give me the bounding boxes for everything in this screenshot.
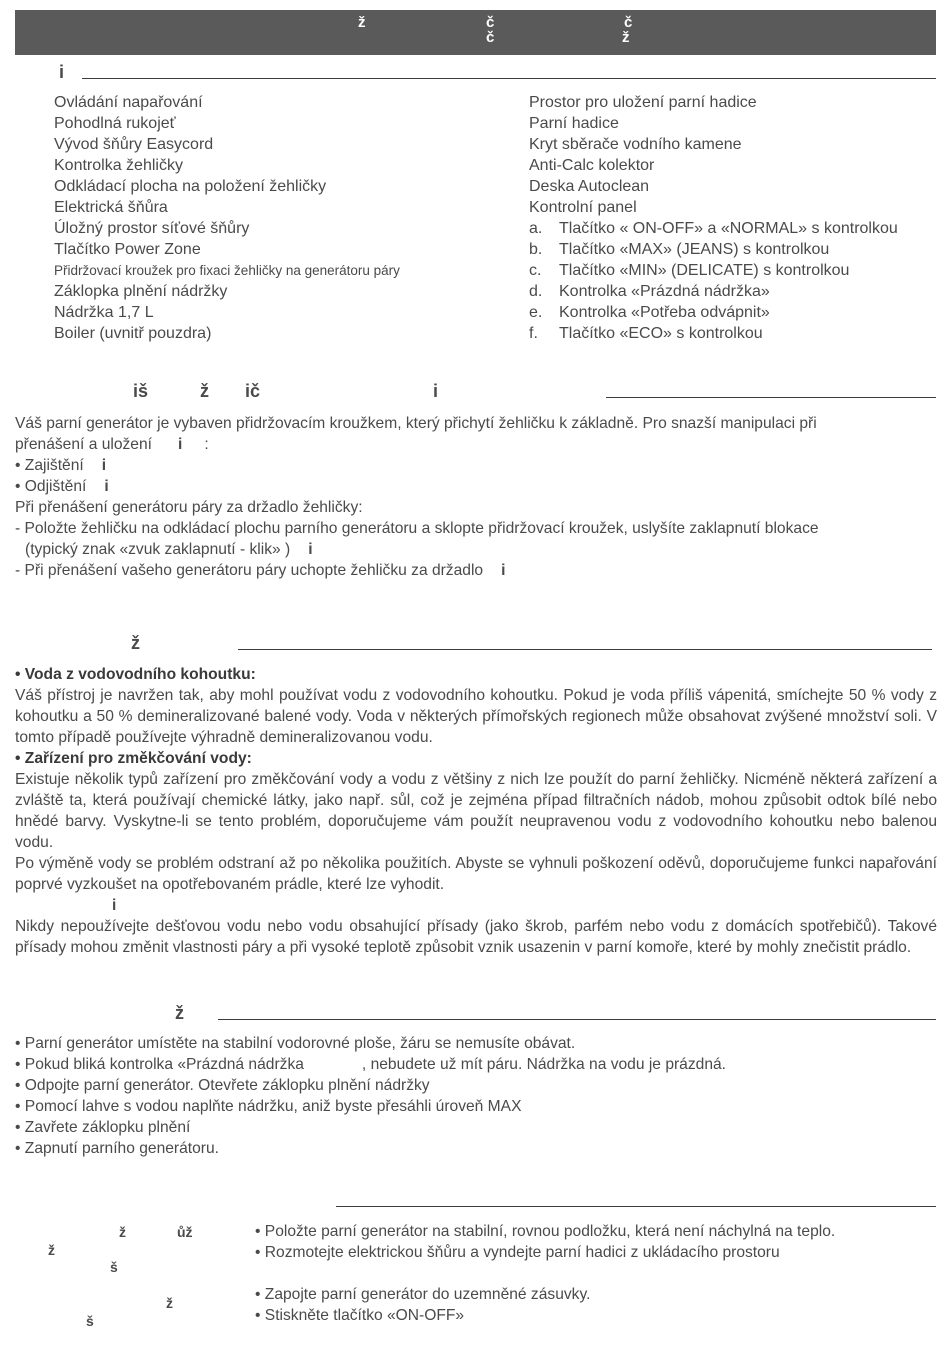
item-letter: c. xyxy=(529,262,542,279)
lock-item: • Zajištění i xyxy=(15,457,107,474)
header-fragment: č xyxy=(486,29,495,46)
label-fragment: ž xyxy=(119,1224,126,1240)
section-title-fragment: ž xyxy=(175,1003,184,1023)
section-title-fragment: ič xyxy=(245,381,261,401)
control-panel-item xyxy=(529,323,898,344)
unlock-item: • Odjištění i xyxy=(15,478,109,495)
parts-list-left xyxy=(54,92,400,344)
list-item: • Zavřete záklopku plnění xyxy=(15,1119,191,1136)
list-item: • Parní generátor umístěte na stabilní vodorovné ploše, žáru se nemusíte obávat. xyxy=(15,1035,576,1052)
carry-step-continued: (typický znak «zvuk zaklapnutí - klik» ) i xyxy=(25,541,313,558)
control-panel-item xyxy=(529,260,898,281)
item-text: Kontrolka «Prázdná nádržka» xyxy=(559,283,770,300)
list-item: • Pokud bliká kontrolka «Prázdná nádržka , nebudete už mít páru. Nádržka na vodu je prázdná. xyxy=(15,1056,726,1073)
section-rule xyxy=(238,649,932,650)
part-item: Kryt sběrače vodního kamene xyxy=(529,136,742,153)
item-letter: e. xyxy=(529,304,543,321)
item-letter: a. xyxy=(529,220,543,237)
section-rule xyxy=(218,1019,936,1020)
water-section xyxy=(15,664,937,958)
carry-step: - Položte žehličku na odkládací plochu parního generátoru a sklopte přidržovací kroužek, uslyšíte zaklapnutí blokace xyxy=(15,520,819,537)
part-item: Přidržovací kroužek pro fixaci žehličky na generátoru páry xyxy=(54,263,400,278)
part-item: Nádržka 1,7 L xyxy=(54,304,154,321)
part-item: Boiler (uvnitř pouzdra) xyxy=(54,325,212,342)
section-title-fragment: ž xyxy=(200,381,209,401)
header-fragment: č xyxy=(486,14,495,31)
header-fragment: ž xyxy=(358,14,366,31)
part-item: Deska Autoclean xyxy=(529,178,650,195)
section-title-fragment: iš xyxy=(133,381,149,401)
part-item: Elektrická šňůra xyxy=(54,199,168,216)
part-item: Pohodlná rukojeť xyxy=(54,115,176,132)
paragraph: Váš parní generátor je vybaven přidržovacím kroužkem, který přichytí žehličku k základně. Pro snazší manipulaci při xyxy=(15,415,817,432)
control-panel-item xyxy=(529,281,898,302)
paragraph: Váš přístroj je navržen tak, aby mohl používat vodu z vodovodního kohoutku. Pokud je voda příliš vápenitá, smíchejte 50 % vody z kohoutku a 50 % demineralizované balené vody. Voda v některých přímořských regionech může obsahovat zvýšené množství soli. V tomto případě používejte výhradně demineralizovanou vodu. xyxy=(15,687,937,746)
carry-intro: Při přenášení generátoru páry za držadlo žehličky: xyxy=(15,499,363,516)
header-fragment: č xyxy=(624,14,633,31)
control-panel-item xyxy=(529,218,898,239)
header-fragment: ž xyxy=(622,29,630,46)
subheading: • Voda z vodovodního kohoutku: xyxy=(15,666,256,683)
part-item: Úložný prostor síťové šňůry xyxy=(54,220,250,237)
note-fragment: i xyxy=(112,897,117,914)
startup-steps-b xyxy=(255,1284,935,1326)
label-fragment: š xyxy=(110,1259,118,1275)
item-letter: b. xyxy=(529,241,543,258)
control-panel-item xyxy=(529,239,898,260)
list-item: • Zapojte parní generátor do uzemněné zásuvky. xyxy=(255,1286,591,1303)
list-item: • Odpojte parní generátor. Otevřete záklopku plnění nádržky xyxy=(15,1077,430,1094)
transport-section xyxy=(15,413,937,581)
label-fragment: ž xyxy=(166,1295,173,1311)
startup-steps-a xyxy=(255,1221,935,1263)
part-item: Vývod šňůry Easycord xyxy=(54,136,214,153)
part-item: Kontrolka žehličky xyxy=(54,157,183,174)
list-item: • Zapnutí parního generátoru. xyxy=(15,1140,219,1157)
part-item: Prostor pro uložení parní hadice xyxy=(529,94,757,111)
label-fragment: š xyxy=(86,1313,94,1329)
paragraph: Existuje několik typů zařízení pro změkčování vody a vodu z většiny z nich lze použít do parní žehličky. Nicméně některá zařízení a zvláště ta, která používají chemické látky, jako např. sůl, což je zejména případ filtračních nádob, mohou způsobit odtok bílé nebo hnědé barvy. Vyskytne-li se tento problém, doporučujeme vám použít neupravenou vodu z vodovodního kohoutku nebo balenou vodu. xyxy=(15,771,937,851)
label-fragment: ůž xyxy=(177,1224,193,1240)
fill-tank-steps xyxy=(15,1033,937,1159)
header-bar xyxy=(15,10,936,55)
list-item: • Rozmotejte elektrickou šňůru a vyndejte parní hadici z ukládacího prostoru xyxy=(255,1244,780,1261)
item-text: Tlačítko «MAX» (JEANS) s kontrolkou xyxy=(559,241,830,258)
list-item: • Stiskněte tlačítko «ON-OFF» xyxy=(255,1307,465,1324)
part-item: Odkládací plocha na položení žehličky xyxy=(54,178,327,195)
item-text: Tlačítko «ECO» s kontrolkou xyxy=(559,325,763,342)
section-rule xyxy=(82,78,936,79)
item-letter: f. xyxy=(529,325,538,342)
label-fragment: ž xyxy=(48,1242,55,1258)
part-item: Tlačítko Power Zone xyxy=(54,241,201,258)
item-text: Tlačítko «MIN» (DELICATE) s kontrolkou xyxy=(559,262,850,279)
section-title-fragment: ž xyxy=(131,633,140,653)
control-panel-item xyxy=(529,302,898,323)
section-rule xyxy=(606,397,936,398)
parts-list-right xyxy=(529,92,898,344)
part-item: Ovládání napařování xyxy=(54,94,203,111)
item-letter: d. xyxy=(529,283,543,300)
part-item: Kontrolní panel xyxy=(529,199,637,216)
paragraph: Nikdy nepoužívejte dešťovou vodu nebo vodu obsahující přísady (jako škrob, parfém nebo vodu z domácích spotřebičů). Takové přísady mohou změnit vlastnosti páry a při vysoké teplotě způsobit vznik usazenin v parní komoře, které by mohly znečistit prádlo. xyxy=(15,918,937,956)
list-item: • Položte parní generátor na stabilní, rovnou podložku, která není náchylná na teplo. xyxy=(255,1223,836,1240)
paragraph-line: přenášení a uložení i : xyxy=(15,436,209,453)
carry-step: - Při přenášení vašeho generátoru páry uchopte žehličku za držadlo i xyxy=(15,562,506,579)
subheading: • Zařízení pro změkčování vody: xyxy=(15,750,252,767)
item-text: Kontrolka «Potřeba odvápnit» xyxy=(559,304,770,321)
item-text: Tlačítko « ON-OFF» a «NORMAL» s kontrolkou xyxy=(559,220,898,237)
part-item: Záklopka plnění nádržky xyxy=(54,283,228,300)
section-title-fragment: i xyxy=(59,62,65,82)
part-item: Anti-Calc kolektor xyxy=(529,157,655,174)
part-item: Parní hadice xyxy=(529,115,619,132)
paragraph: Po výměně vody se problém odstraní až po několika použitích. Abyste se vyhnuli poškození oděvů, doporučujeme funkci napařování poprvé vyzkoušet na opotřebovaném prádle, které lze vyhodit. xyxy=(15,855,937,893)
section-rule xyxy=(336,1206,936,1207)
section-title-fragment: i xyxy=(433,381,439,401)
list-item: • Pomocí lahve s vodou naplňte nádržku, aniž byste přesáhli úroveň MAX xyxy=(15,1098,522,1115)
